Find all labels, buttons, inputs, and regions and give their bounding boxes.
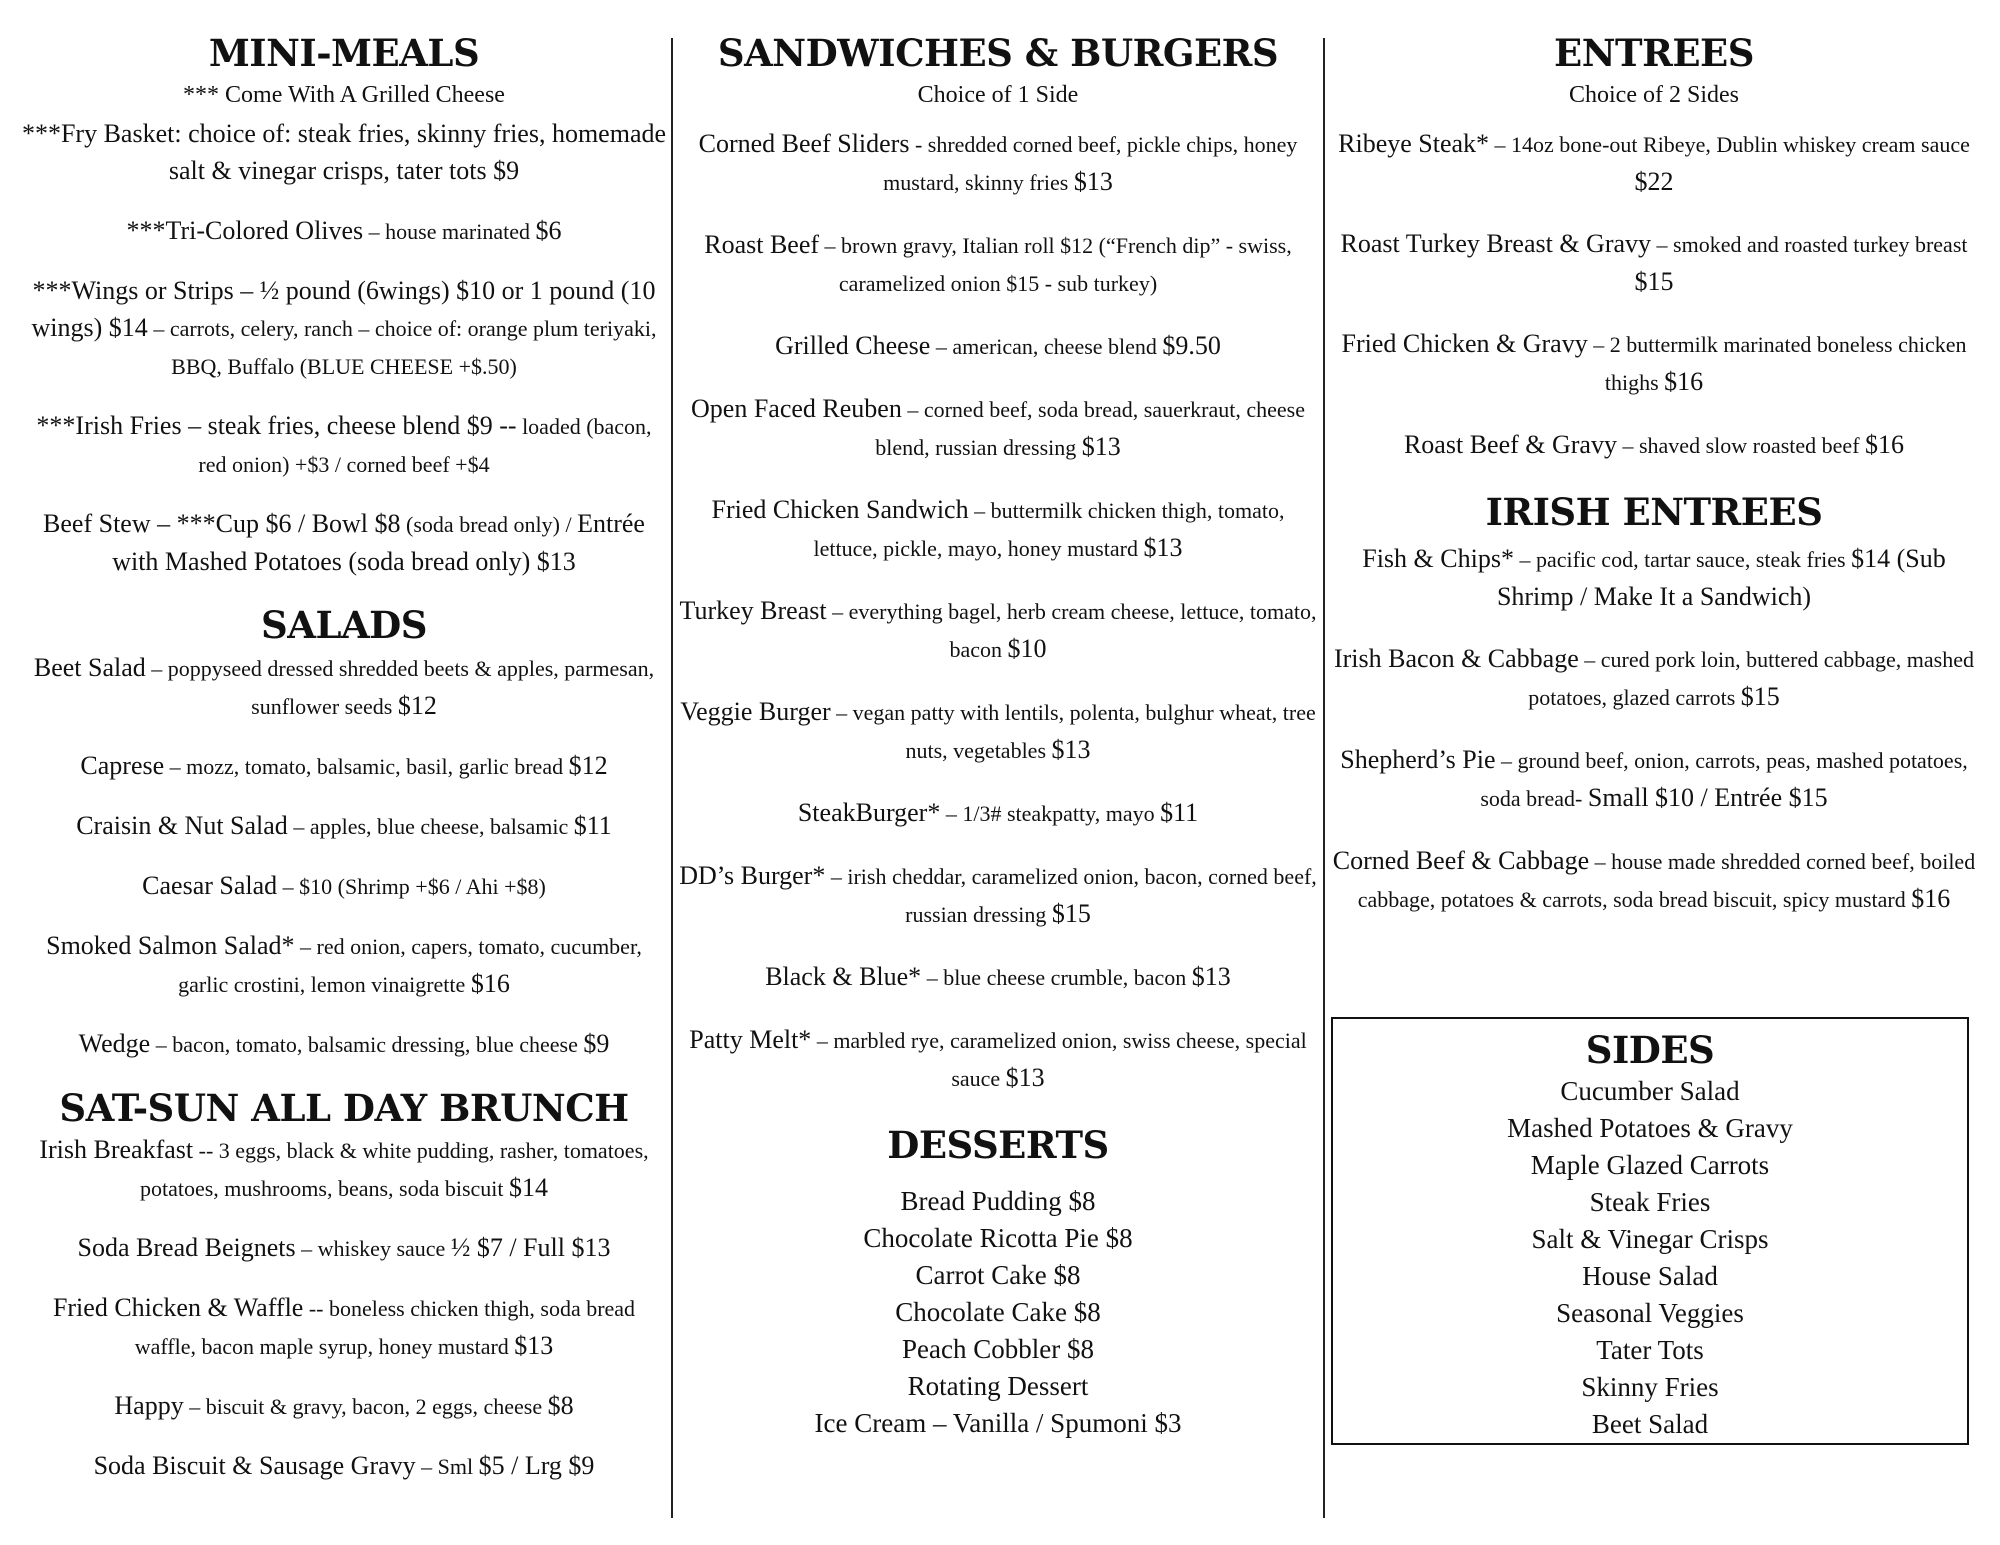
menu-item-description: – blue cheese crumble, bacon [921, 965, 1192, 991]
column-middle [678, 30, 1318, 1442]
menu-item-name: Irish Breakfast [39, 1134, 194, 1164]
sides-list-item: Beet Salad [1591, 1409, 1709, 1440]
menu-item [678, 857, 1318, 933]
sides-list [1333, 1073, 1967, 1443]
menu-item [1330, 426, 1978, 464]
menu-item-name: Irish Bacon & Cabbage [1333, 643, 1579, 673]
column-divider-right [1323, 38, 1325, 1518]
menu-item-description: – carrots, celery, ranch – choice of: orange plum teriyaki, BBQ, Buffalo (BLUE CHEESE +$.50) [147, 316, 657, 380]
menu-item [20, 272, 668, 385]
sides-list-item: Skinny Fries [1581, 1372, 1719, 1403]
menu-item-name: Shepherd’s Pie [1340, 744, 1496, 774]
menu-item-description: – 14oz bone-out Ribeye, Dublin whiskey cream sauce [1489, 132, 1970, 158]
menu-item-name: SteakBurger* [797, 798, 941, 828]
menu-item-name: Corned Beef Sliders [698, 129, 910, 159]
sandwiches-subtitle: Choice of 1 Side [917, 82, 1079, 109]
menu-item-price: $13 [514, 1330, 554, 1360]
sides-list-item: Steak Fries [1589, 1187, 1711, 1218]
menu-item-name: Caesar Salad [142, 870, 278, 900]
menu-item [20, 867, 668, 905]
mini-meals-subtitle: *** Come With A Grilled Cheese [183, 82, 505, 109]
menu-item-description: – buttermilk chicken thigh, tomato, lettuce, pickle, mayo, honey mustard [813, 498, 1285, 562]
desserts-list-item: Chocolate Cake $8 [895, 1296, 1101, 1327]
menu-item-description: – red onion, capers, tomato, cucumber, garlic crostini, lemon vinaigrette [178, 933, 642, 997]
menu-item-price: $13 [1143, 533, 1183, 563]
menu-item-price: $16 [1911, 883, 1951, 913]
menu-item-description: – cured pork loin, buttered cabbage, mashed potatoes, glazed carrots [1528, 646, 1974, 710]
desserts-list-item: Rotating Dessert [907, 1370, 1089, 1401]
menu-item-description: – 1/3# steakpatty, mayo [940, 801, 1161, 827]
menu-item-price: $13 [1005, 1063, 1045, 1093]
menu-item [1330, 225, 1978, 300]
menu-item-price: $15 [1051, 899, 1091, 929]
menu-item [20, 212, 668, 250]
menu-item-description: – pacific cod, tartar sauce, steak fries [1513, 546, 1852, 572]
menu-item-price: Small $10 / Entrée $15 [1587, 782, 1828, 812]
menu-item [20, 807, 668, 845]
menu-item [20, 1387, 668, 1425]
menu-item-price: $14 (Sub Shrimp / Make It a Sandwich) [1496, 543, 1946, 611]
menu-item-name: ***Wings or Strips – ½ pound (6wings) $10 or 1 pound (10 wings) $14 [31, 276, 656, 343]
menu-item-price: $16 [470, 968, 510, 998]
sides-title: SIDES [1585, 1028, 1715, 1072]
menu-item-description: – mozz, tomato, balsamic, basil, garlic bread [164, 753, 569, 779]
menu-item [1330, 842, 1978, 918]
menu-item-name: Soda Bread Beignets [77, 1232, 296, 1262]
menu-item [678, 693, 1318, 769]
menu-item-name: Wedge [78, 1028, 151, 1058]
salads-title: SALADS [261, 603, 427, 648]
menu-item-price: Entrée with Mashed Potatoes (soda bread only) $13 [112, 509, 645, 577]
menu-item-price: $13 [1073, 167, 1113, 197]
menu-item-price: $12 [397, 690, 437, 720]
menu-item-name: Fried Chicken Sandwich [711, 495, 969, 525]
menu-item-name: Caprese [80, 750, 165, 780]
menu-item-description: – apples, blue cheese, balsamic [287, 813, 574, 839]
menu-item-price: $13 [1051, 735, 1091, 765]
menu-item [678, 226, 1318, 302]
sides-list-item: Seasonal Veggies [1556, 1298, 1744, 1329]
menu-item [1330, 640, 1978, 716]
brunch-list [20, 1131, 668, 1485]
menu-item-description: – ground beef, onion, carrots, peas, mashed potatoes, soda bread- [1480, 747, 1968, 811]
menu-item [678, 1021, 1318, 1097]
mini-meals-title: MINI-MEALS [208, 31, 480, 75]
menu-item-price: $15 [1634, 267, 1674, 297]
menu-item-description: – corned beef, soda bread, sauerkraut, cheese blend, russian dressing [875, 397, 1305, 461]
menu-item [20, 1289, 668, 1365]
menu-item-name: Smoked Salmon Salad* [46, 930, 295, 960]
menu-item-price: $12 [568, 750, 608, 780]
menu-item-price: $11 [573, 810, 612, 840]
menu-item-name: Grilled Cheese [775, 331, 931, 361]
sides-list-item: Maple Glazed Carrots [1530, 1150, 1770, 1181]
menu-item [1330, 540, 1978, 615]
menu-item-price: $9 [583, 1028, 610, 1058]
menu-item-name: Fried Chicken & Gravy [1341, 329, 1588, 359]
menu-item [20, 649, 668, 725]
menu-item-name: Corned Beef & Cabbage [1332, 845, 1590, 875]
entrees-list [1330, 125, 1978, 464]
sides-list-item: Cucumber Salad [1560, 1076, 1740, 1107]
menu-item-description: – smoked and roasted turkey breast [1651, 232, 1968, 258]
salads-list [20, 649, 668, 1063]
menu-item-description: – shaved slow roasted beef [1616, 433, 1866, 459]
menu-item-description: -- boneless chicken thigh, soda bread waffle, bacon maple syrup, honey mustard [134, 1295, 636, 1359]
menu-item [1330, 325, 1978, 401]
menu-item-description: – marbled rye, caramelized onion, swiss cheese, special sauce [811, 1028, 1307, 1092]
menu-item-name: DD’s Burger* [679, 861, 826, 891]
menu-item-price: $5 / Lrg $9 [478, 1450, 595, 1480]
menu-item [678, 592, 1318, 668]
menu-item [20, 407, 668, 483]
desserts-list-item: Peach Cobbler $8 [902, 1333, 1094, 1364]
menu-item-description: – house marinated [363, 219, 536, 245]
sides-list-item: Mashed Potatoes & Gravy [1507, 1113, 1793, 1144]
desserts-list-item: Chocolate Ricotta Pie $8 [863, 1222, 1133, 1253]
menu-item-price: $16 [1664, 367, 1704, 397]
irish-entrees-title: IRISH ENTREES [1485, 490, 1823, 535]
menu-item-name: Veggie Burger [680, 697, 831, 727]
menu-item-description: – poppyseed dressed shredded beets & apples, parmesan, sunflower seeds [145, 655, 655, 719]
menu-item [678, 125, 1318, 201]
menu-item-description: – brown gravy, Italian roll $12 (“French dip” - swiss, caramelized onion $15 - sub turkey) [819, 233, 1292, 297]
menu-item [20, 115, 668, 190]
menu-item-description: - shredded corned beef, pickle chips, honey mustard, skinny fries [883, 132, 1298, 196]
menu-item-name: Beef Stew – ***Cup $6 / Bowl $8 [43, 509, 401, 539]
menu-item-description: – vegan patty with lentils, polenta, bulghur wheat, tree nuts, vegetables [830, 700, 1316, 764]
menu-item-price: $6 [535, 216, 562, 246]
menu-item-name: Fried Chicken & Waffle [52, 1292, 304, 1322]
desserts-list-item: Ice Cream – Vanilla / Spumoni $3 [814, 1407, 1182, 1438]
menu-item-name: Craisin & Nut Salad [76, 810, 288, 840]
menu-item-price: $16 [1865, 430, 1905, 460]
sandwiches-list [678, 125, 1318, 1097]
menu-item-name: Beet Salad [33, 652, 146, 682]
menu-item-price: $11 [1160, 798, 1199, 828]
menu-item [20, 927, 668, 1003]
menu-item [678, 327, 1318, 365]
menu-item-description: – house made shredded corned beef, boiled cabbage, potatoes & carrots, soda bread biscuit, spicy mustard [1357, 848, 1976, 912]
column-right [1330, 30, 1978, 943]
menu-item-name: ***Fry Basket: choice of: steak fries, skinny fries, homemade salt & vinegar crisps, tater tots $9 [21, 119, 667, 186]
brunch-title: SAT-SUN ALL DAY BRUNCH [59, 1085, 629, 1130]
menu-item-description: – biscuit & gravy, bacon, 2 eggs, cheese [183, 1393, 548, 1419]
menu-item-description: – whiskey sauce [295, 1235, 451, 1261]
sides-list-item: Salt & Vinegar Crisps [1531, 1224, 1769, 1255]
column-divider-left [671, 38, 673, 1518]
menu-item-name: Patty Melt* [689, 1025, 812, 1055]
menu-item-name: ***Tri-Colored Olives [126, 216, 364, 246]
menu-item [20, 505, 668, 580]
irish-entrees-list [1330, 540, 1978, 918]
menu-item [678, 958, 1318, 996]
menu-item-name: Soda Biscuit & Sausage Gravy [93, 1450, 416, 1480]
menu-item-price: $10 [1007, 634, 1047, 664]
menu-item-name: Open Faced Reuben [691, 394, 902, 424]
menu-item [20, 747, 668, 785]
menu-item [678, 390, 1318, 466]
entrees-subtitle: Choice of 2 Sides [1569, 82, 1739, 109]
sandwiches-title: SANDWICHES & BURGERS [717, 31, 1279, 75]
sides-list-item: Tater Tots [1596, 1335, 1704, 1366]
sides-list-item: House Salad [1582, 1261, 1718, 1292]
mini-meals-list [20, 115, 668, 580]
desserts-list-item: Bread Pudding $8 [900, 1185, 1096, 1216]
desserts-list-item: Carrot Cake $8 [915, 1259, 1081, 1290]
menu-item-name: Roast Beef [704, 230, 820, 260]
menu-item-price: $13 [1191, 962, 1231, 992]
menu-item-name: Roast Beef & Gravy [1403, 430, 1617, 460]
menu-item-name: Black & Blue* [765, 962, 922, 992]
menu-item-description: – american, cheese blend [930, 334, 1163, 360]
menu-item-description: – everything bagel, herb cream cheese, lettuce, tomato, bacon [826, 599, 1317, 663]
desserts-title: DESSERTS [887, 1123, 1109, 1168]
menu-item-description: – irish cheddar, caramelized onion, bacon, corned beef, russian dressing [825, 864, 1317, 928]
menu-item [20, 1131, 668, 1207]
column-left [20, 30, 668, 1507]
menu-item [1330, 741, 1978, 817]
menu-item-name: Ribeye Steak* [1338, 129, 1490, 159]
menu-item-price: $22 [1634, 167, 1674, 197]
entrees-title: ENTREES [1554, 31, 1754, 75]
menu-item-description: loaded (bacon, red onion) +$3 / corned beef +$4 [198, 414, 652, 478]
menu-item-description: – bacon, tomato, balsamic dressing, blue cheese [150, 1031, 584, 1057]
sides-box [1331, 1017, 1969, 1445]
menu-item-name: ***Irish Fries – steak fries, cheese blend $9 -- [36, 411, 517, 441]
menu-item [678, 794, 1318, 832]
menu-item-price: $8 [547, 1390, 574, 1420]
desserts-list [678, 1183, 1318, 1442]
menu-item-description: – 2 buttermilk marinated boneless chicken thighs [1587, 332, 1967, 396]
menu-item-description: – $10 (Shrimp +$6 / Ahi +$8) [277, 873, 546, 899]
menu-item-price: $13 [1081, 432, 1121, 462]
menu-item-name: Happy [114, 1390, 184, 1420]
menu-item [1330, 125, 1978, 200]
menu-item [20, 1025, 668, 1063]
menu-item [20, 1447, 668, 1485]
menu-item-description: (soda bread only) / [400, 512, 578, 538]
menu-item-name: Roast Turkey Breast & Gravy [1340, 229, 1652, 259]
menu-item-price: $14 [509, 1172, 549, 1202]
menu-item-name: Fish & Chips* [1362, 543, 1514, 573]
menu-item-price: $15 [1740, 681, 1780, 711]
menu-item-description: -- 3 eggs, black & white pudding, rasher, tomatoes, potatoes, mushrooms, beans, soda biscuit [139, 1137, 649, 1201]
menu-item [20, 1229, 668, 1267]
menu-item-price: ½ $7 / Full $13 [450, 1232, 611, 1262]
menu-item-price: $9.50 [1162, 331, 1221, 361]
menu-item-description: – Sml [415, 1453, 479, 1479]
menu-item-name: Turkey Breast [679, 596, 827, 626]
menu-item [678, 491, 1318, 567]
